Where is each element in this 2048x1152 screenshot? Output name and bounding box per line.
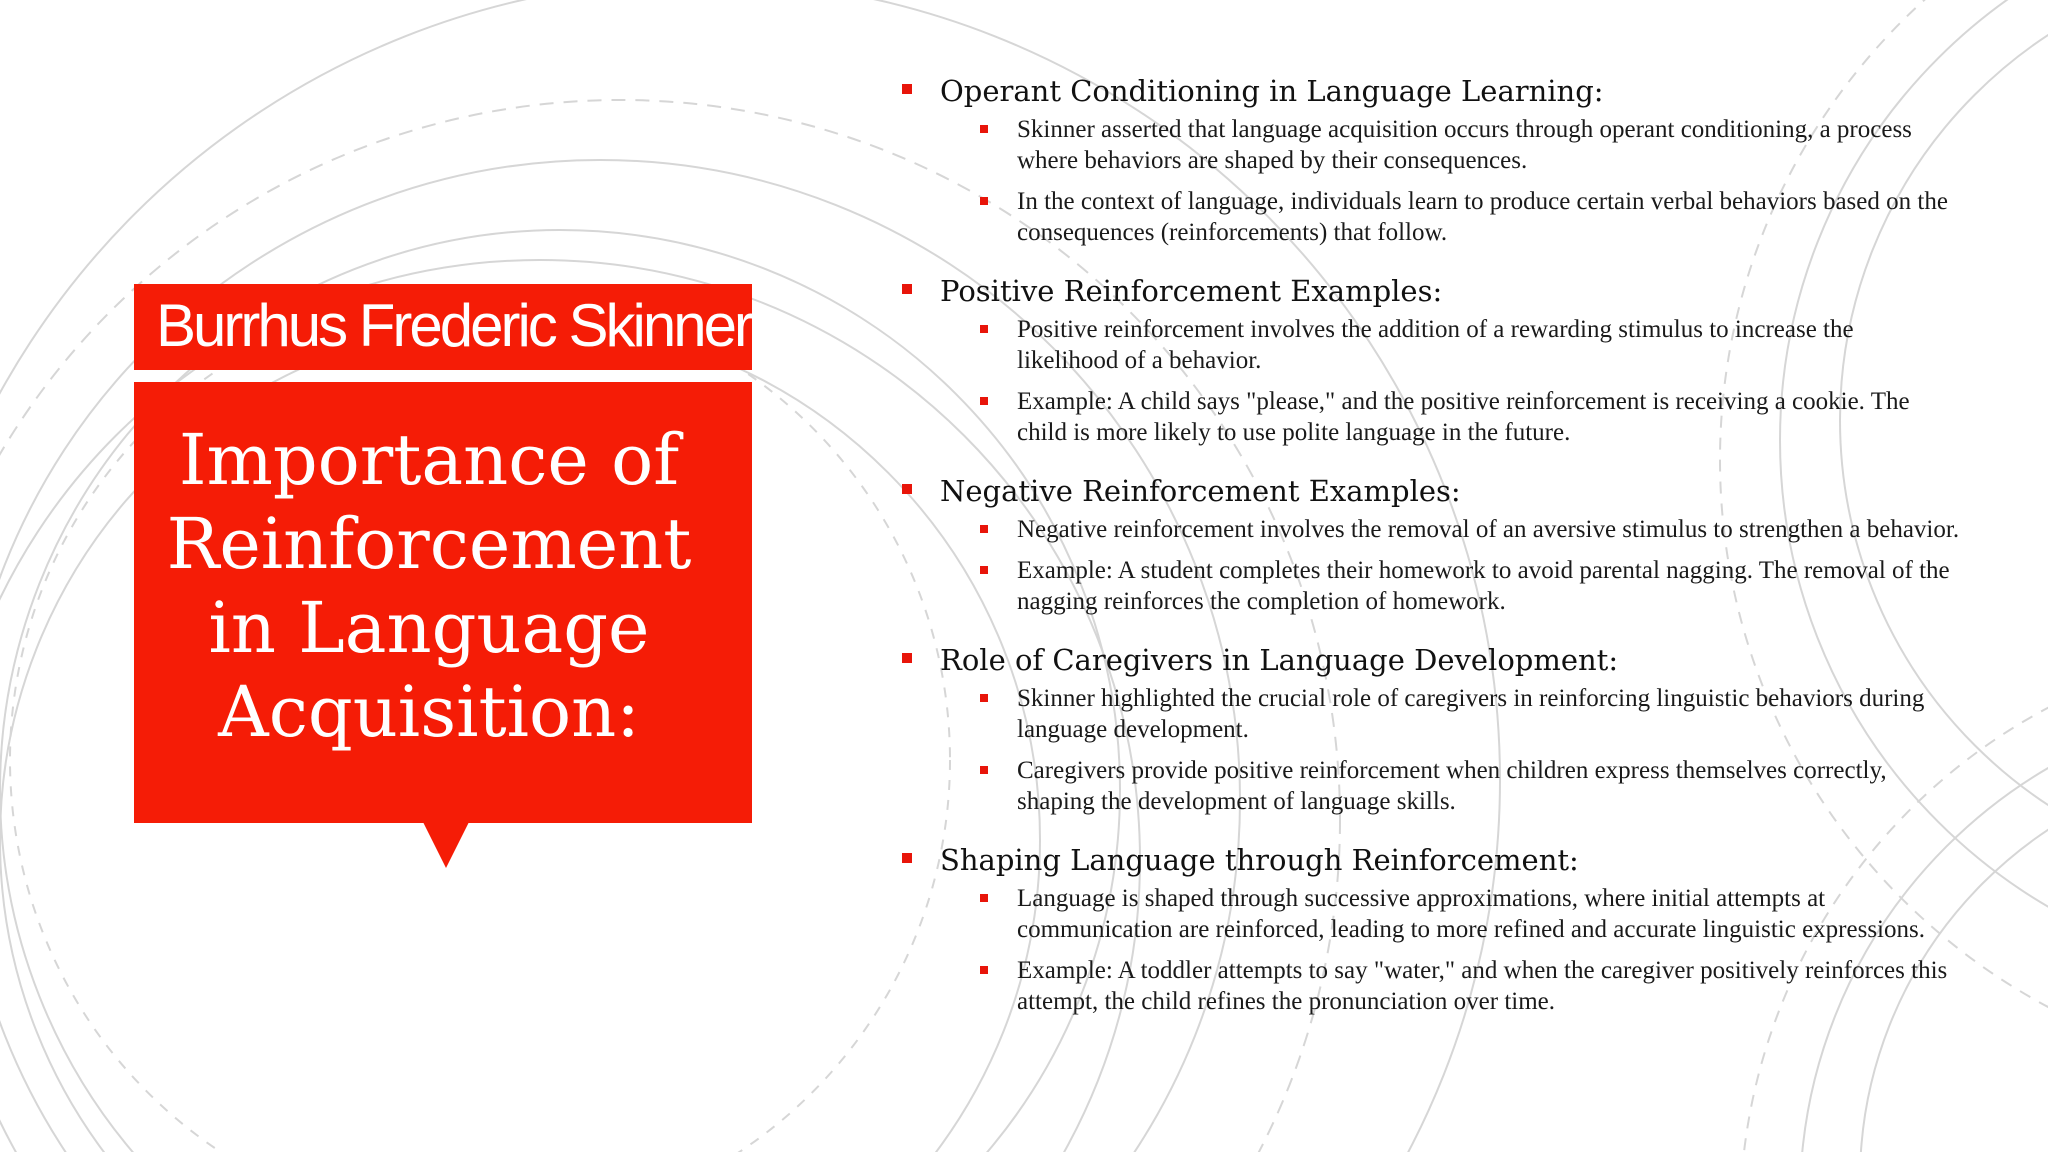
list-item-text: Skinner highlighted the crucial role of caregivers in reinforcing linguistic behaviors during language development. — [1017, 685, 1925, 743]
slide-title — [134, 418, 724, 754]
square-bullet-icon — [980, 197, 988, 205]
square-bullet-icon — [902, 284, 912, 294]
list-item — [900, 186, 1960, 248]
name-banner-text: Burrhus Frederic Skinner — [156, 292, 751, 359]
name-banner — [134, 284, 752, 370]
sub-list — [900, 683, 1960, 817]
section-heading — [900, 839, 1960, 881]
section-heading-text: Role of Caregivers in Language Development: — [940, 643, 1619, 677]
section-operant-conditioning — [900, 70, 1960, 248]
square-bullet-icon — [980, 694, 988, 702]
list-item — [900, 314, 1960, 376]
slide-title-line: Reinforcement — [166, 503, 692, 585]
slide-title-line: Acquisition: — [218, 671, 640, 753]
square-bullet-icon — [980, 397, 988, 405]
square-bullet-icon — [980, 325, 988, 333]
list-item — [900, 514, 1960, 545]
list-item — [900, 755, 1960, 817]
list-item — [900, 555, 1960, 617]
sub-list — [900, 114, 1960, 248]
list-item — [900, 883, 1960, 945]
callout-pointer — [422, 820, 470, 868]
section-heading-text: Positive Reinforcement Examples: — [940, 274, 1443, 308]
list-item-text: Negative reinforcement involves the removal of an aversive stimulus to strengthen a behavior. — [1017, 516, 1960, 543]
list-item — [900, 114, 1960, 176]
section-role-of-caregivers — [900, 639, 1960, 817]
list-item-text: In the context of language, individuals learn to produce certain verbal behaviors based on the consequences (reinforcements) that follow. — [1017, 188, 1948, 246]
section-heading — [900, 639, 1960, 681]
section-shaping-language — [900, 839, 1960, 1017]
sub-list — [900, 314, 1960, 448]
list-item-text: Caregivers provide positive reinforcement when children express themselves correctly, shaping the development of language skills. — [1017, 757, 1887, 815]
list-item-text: Example: A student completes their homework to avoid parental nagging. The removal of the nagging reinforces the completion of homework. — [1017, 557, 1950, 615]
square-bullet-icon — [980, 525, 988, 533]
square-bullet-icon — [980, 125, 988, 133]
section-heading-text: Shaping Language through Reinforcement: — [940, 843, 1579, 877]
square-bullet-icon — [902, 853, 912, 863]
square-bullet-icon — [902, 84, 912, 94]
slide-title-line: in Language — [208, 587, 650, 669]
title-box — [134, 382, 752, 823]
square-bullet-icon — [980, 894, 988, 902]
list-item-text: Skinner asserted that language acquisition occurs through operant conditioning, a process where behaviors are shaped by their consequences. — [1017, 116, 1912, 174]
list-item — [900, 955, 1960, 1017]
bullet-content — [900, 70, 1960, 1039]
list-item-text: Language is shaped through successive approximations, where initial attempts at communication are reinforced, leading to more refined and accurate linguistic expressions. — [1017, 885, 1925, 943]
square-bullet-icon — [980, 966, 988, 974]
square-bullet-icon — [980, 566, 988, 574]
section-heading — [900, 270, 1960, 312]
list-item-text: Positive reinforcement involves the addition of a rewarding stimulus to increase the likelihood of a behavior. — [1017, 316, 1854, 374]
section-heading — [900, 70, 1960, 112]
sub-list — [900, 514, 1960, 617]
section-negative-reinforcement — [900, 470, 1960, 617]
square-bullet-icon — [980, 766, 988, 774]
list-item — [900, 386, 1960, 448]
list-item — [900, 683, 1960, 745]
section-heading-text: Negative Reinforcement Examples: — [940, 474, 1461, 508]
square-bullet-icon — [902, 653, 912, 663]
slide-title-line: Importance of — [178, 419, 680, 501]
section-heading-text: Operant Conditioning in Language Learning: — [940, 74, 1604, 108]
sub-list — [900, 883, 1960, 1017]
list-item-text: Example: A toddler attempts to say "water," and when the caregiver positively reinforces this attempt, the child refines the pronunciation over time. — [1017, 957, 1948, 1015]
section-heading — [900, 470, 1960, 512]
square-bullet-icon — [902, 484, 912, 494]
list-item-text: Example: A child says "please," and the positive reinforcement is receiving a cookie. The child is more likely to use polite language in the future. — [1017, 388, 1910, 446]
section-positive-reinforcement — [900, 270, 1960, 448]
